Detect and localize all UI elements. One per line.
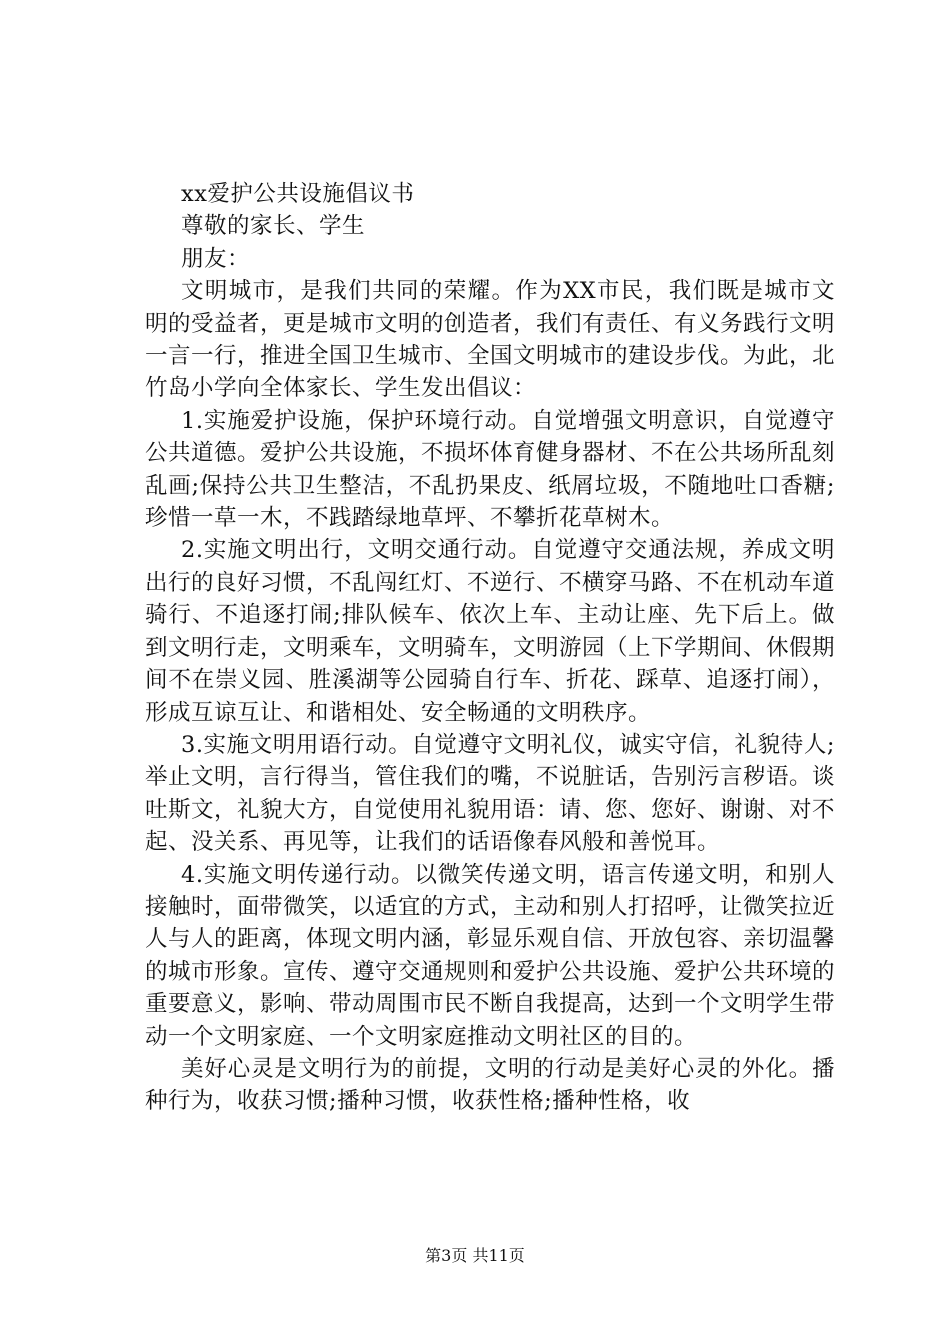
document-body <box>145 178 835 1118</box>
paragraph-item-2: 2.实施文明出行，文明交通行动。自觉遵守交通法规，养成文明出行的良好习惯，不乱闯红灯、不逆行、不横穿马路、不在机动车道骑行、不追逐打闹;排队候车、依次上车、主动让座、先下后上。做到文明行走，文明乘车，文明骑车，文明游园（上下学期间、休假期间不在崇义园、胜溪湖等公园骑自行车、折花、踩草、追逐打闹），形成互谅互让、和谐相处、安全畅通的文明秩序。 <box>145 537 836 726</box>
paragraph-item-3: 3.实施文明用语行动。自觉遵守文明礼仪，诚实守信，礼貌待人;举止文明，言行得当，管住我们的嘴，不说脏话，告别污言秽语。谈吐斯文，礼貌大方，自觉使用礼貌用语：请、您、您好、谢谢、对不起、没关系、再见等，让我们的话语像春风般和善悦耳。 <box>145 731 836 856</box>
salutation-line-1: 尊敬的家长、学生 <box>181 213 366 240</box>
paragraph-intro: 文明城市，是我们共同的荣耀。作为XX市民，我们既是城市文明的受益者，更是城市文明的创造者，我们有责任、有义务践行文明一言一行，推进全国卫生城市、全国文明城市的建设步伐。为此，北竹岛小学向全体家长、学生发出倡议： <box>145 278 836 402</box>
paragraph-item-4: 4.实施文明传递行动。以微笑传递文明，语言传递文明，和别人接触时，面带微笑，以适宜的方式，主动和别人打招呼，让微笑拉近人与人的距离，体现文明内涵，彰显乐观自信、开放包容、亲切温馨的城市形象。宣传、遵守交通规则和爱护公共设施、爱护公共环境的重要意义，影响、带动周围市民不断自我提高，达到一个文明学生带动一个文明家庭、一个文明家庭推动文明社区的目的。 <box>145 861 836 1050</box>
salutation-line-2: 朋友： <box>181 245 251 272</box>
paragraph-closing: 美好心灵是文明行为的前提，文明的行动是美好心灵的外化。播种行为，收获习惯;播种习惯，收获性格;播种性格，收 <box>145 1055 835 1115</box>
document-title: xx爱护公共设施倡议书 <box>181 181 415 207</box>
page-number-footer: 第3页 共11页 <box>425 1246 525 1265</box>
paragraph-item-1: 1.实施爱护设施，保护环境行动。自觉增强文明意识，自觉遵守公共道德。爱护公共设施，不损坏体育健身器材、不在公共场所乱刻乱画;保持公共卫生整洁，不乱扔果皮、纸屑垃圾，不随地吐口香糖;珍惜一草一木，不践踏绿地草坪、不攀折花草树木。 <box>145 407 836 532</box>
